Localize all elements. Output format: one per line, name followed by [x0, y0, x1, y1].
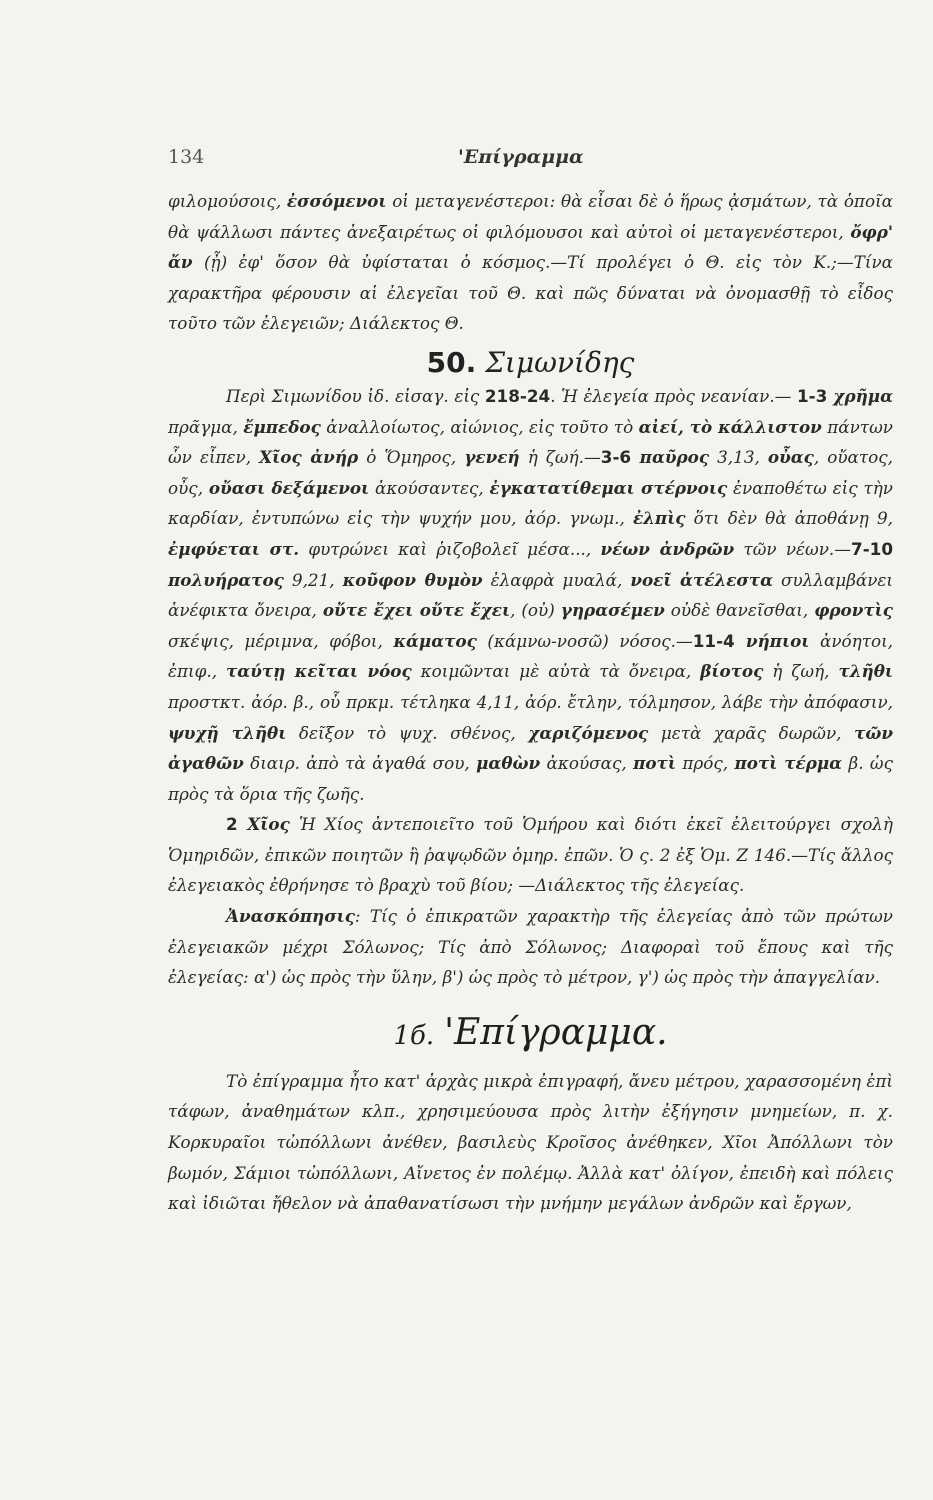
bold-term: ἐλπὶς	[632, 508, 686, 529]
section-name: Σιμωνίδης	[485, 345, 635, 379]
text: , οὔατος, οὖς,	[168, 447, 894, 498]
bold-term: οὔασι δεξάμενοι	[208, 477, 370, 498]
text: , (οὐ)	[510, 600, 561, 621]
chapter-number: 1б.	[393, 1020, 435, 1051]
text: ἀνόητοι, ἐπιφ.,	[168, 630, 893, 682]
verse-ref: 3-6	[600, 447, 632, 468]
bold-term: ἐμφύεται στ.	[168, 538, 300, 559]
bold-term: φροντὶς	[814, 600, 893, 621]
bold-term: ἐγκατατίθεμαι στέρνοις	[489, 477, 728, 498]
section-number: 50.	[426, 345, 477, 379]
bold-term: τῶν ἀγαθῶν	[168, 722, 893, 774]
text: πρᾶγμα,	[168, 416, 244, 437]
text: διαιρ. ἀπὸ τὰ ἀγαθά σου,	[243, 753, 477, 774]
verse-ref: 7-10	[851, 538, 894, 559]
text: (κάμνω-νοσῶ) νόσος.—	[476, 630, 693, 651]
bold-term: ταύτῃ κεῖται νόος	[225, 661, 412, 682]
bold-term: Χῖος	[237, 814, 290, 835]
text: ἀκούσας,	[540, 753, 634, 774]
chapter-heading	[168, 1011, 893, 1058]
bold-term: χρῆμα	[827, 385, 893, 406]
text: ἐλαφρὰ μυαλά,	[482, 569, 631, 590]
bold-term: μαθὼν	[476, 753, 541, 774]
verse-ref: 2	[226, 814, 238, 835]
running-head: 'Επίγραμμα	[458, 146, 584, 168]
text: συλλαμβάνει ἀνέφικτα ὄνειρα,	[168, 569, 894, 621]
verse-ref: 1-3	[797, 385, 828, 406]
bold-term: τλῆθι	[838, 661, 894, 682]
bold-term: οὔτε ἔχει οὔτε ἔχει	[322, 600, 511, 621]
text: φυτρώνει καὶ ῥιζοβολεῖ μέσα...,	[299, 538, 601, 559]
review-paragraph	[168, 901, 893, 993]
chapter-name: 'Επίγραμμα.	[444, 1011, 668, 1053]
page-number: 134	[168, 146, 205, 168]
verse-ref: 218-24	[484, 385, 551, 406]
text: ὅτι δὲν θὰ ἀποθάνῃ 9,	[685, 508, 893, 529]
bold-term: νήπιοι	[734, 630, 810, 651]
text: σκέψις, μέριμνα, φόβοι,	[168, 630, 394, 651]
bold-term: νοεῖ ἀτέλεστα	[630, 569, 773, 590]
text: . Ἡ ἐλεγεία πρὸς νεανίαν.—	[550, 385, 797, 406]
bold-term: οὖας	[767, 447, 814, 468]
intro-text: φιλομούσοις,	[168, 191, 287, 211]
page-header	[168, 146, 893, 174]
text: δεῖξον τὸ ψυχ. σθένος,	[286, 722, 529, 743]
text: ἀναλλοίωτος, αἰώνιος, εἰς τοῦτο τὸ	[320, 416, 639, 437]
bold-term: βίοτος	[700, 661, 764, 682]
bold-term: χαριζόμενος	[528, 722, 649, 743]
text: ἡ ζωή,	[763, 661, 839, 682]
bold-term: αἰεί, τὸ κάλλιστον	[638, 416, 822, 437]
text: πάντων ὧν εἶπεν,	[168, 416, 893, 468]
bold-term: ποτὶ τέρμα	[734, 753, 843, 774]
verse-ref: 11-4	[692, 630, 735, 651]
bold-term: παῦρος	[631, 447, 710, 468]
text: τῶν νέων.—	[734, 538, 852, 559]
bold-term: Χῖος ἀνήρ	[259, 447, 359, 468]
text: ἐναποθέτω εἰς τὴν καρδίαν, ἐντυπώνω εἰς τὴν ψυχήν μου, ἀόρ. γνωμ.,	[168, 477, 893, 529]
bold-term: κοῦφον θυμὸν	[342, 569, 483, 590]
text: κοιμῶνται μὲ αὐτὰ τὰ ὄνειρα,	[411, 661, 701, 682]
section-heading	[168, 345, 893, 381]
text: μετὰ χαρᾶς δωρῶν,	[648, 722, 855, 743]
bold-term: ψυχῇ τλῆθι	[168, 722, 287, 743]
intro-text: οἱ μεταγενέστεροι: θὰ εἶσαι δὲ ὁ ἥρως ᾀσμάτων, τὰ ὁποῖα θὰ ψάλλωσι πάντες ἀνεξαιρέτως οἱ φιλόμουσοι καὶ αὐτοὶ οἱ μεταγενέστεροι,	[168, 191, 893, 242]
bold-term: γενεή	[464, 447, 520, 468]
review-label: Ἀνασκόπησις	[226, 906, 355, 927]
bold-term: νέων ἀνδρῶν	[600, 538, 735, 559]
text: ὁ Ὅμηρος,	[358, 447, 465, 468]
chios-commentary	[168, 809, 893, 901]
text: πρός,	[675, 753, 735, 774]
epigram-paragraph: Τὸ ἐπίγραμμα ἦτο κατ' ἀρχὰς μικρὰ ἐπιγραφή, ἄνευ μέτρου, χαρασσομένη ἐπὶ τάφων, ἀναθημάτων κλπ., χρησιμεύουσα πρὸς λιτὴν ἐξήγησιν μνημείων, π. χ. Κορκυραῖοι τὠπόλλωνι ἀνέθεν, βασιλεὺς Κροῖσος ἀνέθηκεν, Χῖοι Ἀπόλλωνι τὸν βωμόν, Σάμιοι τὠπόλλωνι, Αἴνετος ἐν πολέμῳ. Ἀλλὰ κατ' ὀλίγον, ἐπειδὴ καὶ πόλεις καὶ ἰδιῶται ἤθελον νὰ ἀπαθανατίσωσι τὴν μνήμην μεγάλων ἀνδρῶν καὶ ἔργων,	[168, 1070, 893, 1214]
text: ἡ ζωή.—	[519, 447, 601, 468]
bold-term: ὄφρ' ἄν	[168, 221, 893, 273]
bold-term: κάματος	[393, 630, 477, 651]
text: β. ὡς πρὸς τὰ ὅρια τῆς ζωῆς.	[168, 753, 893, 804]
text: οὐδὲ θανεῖσθαι,	[664, 600, 815, 621]
bold-term: ποτὶ	[633, 753, 676, 774]
simonides-commentary	[168, 381, 893, 809]
text: προστκτ. ἀόρ. β., οὗ πρκμ. τέτληκα 4,11, ἀόρ. ἔτλην, τόλμησον, λάβε τὴν ἀπόφασιν,	[168, 691, 893, 712]
bold-term: πολυήρατος	[168, 569, 284, 590]
text: 3,13,	[709, 447, 768, 468]
text: : Τίς ὁ ἐπικρατῶν χαρακτὴρ τῆς ἐλεγείας ἀπὸ τῶν πρώτων ἐλεγειακῶν μέχρι Σόλωνος; Τίς ἀπὸ Σόλωνος; Διαφοραὶ τοῦ ἔπους καὶ τῆς ἐλεγείας: α') ὡς πρὸς τὴν ὕλην, β') ὡς πρὸς τὸ μέτρον, γ') ὡς πρὸς τὴν ἀπαγγελίαν.	[168, 906, 893, 988]
intro-paragraph	[168, 186, 893, 339]
bold-term: ἔμπεδος	[243, 416, 321, 437]
text: Ἡ Χίος ἀντεποιεῖτο τοῦ Ὁμήρου καὶ διότι ἐκεῖ ἐλειτούργει σχολὴ Ὁμηριδῶν, ἐπικῶν ποιητῶν ἢ ῥαψῳδῶν ὁμηρ. ἐπῶν. Ὁ ς. 2 ἐξ Ὁμ. Ζ 146.—Τίς ἄλλος ἐλεγειακὸς ἐθρήνησε τὸ βραχὺ τοῦ βίου; —Διάλεκτος τῆς ἐλεγείας.	[168, 814, 893, 896]
bold-term: ἐσσόμενοι	[286, 191, 387, 211]
text: Περὶ Σιμωνίδου ἰδ. εἰσαγ. εἰς	[226, 385, 485, 406]
intro-text: (ᾖ) ἐφ' ὅσον θὰ ὑφίσταται ὁ κόσμος.—Τί προλέγει ὁ Θ. εἰς τὸν Κ.;—Τίνα χαρακτῆρα φέρουσιν αἱ ἐλεγεῖαι τοῦ Θ. καὶ πῶς δύναται νὰ ὀνομασθῇ τὸ εἶδος τοῦτο τῶν ἐλεγειῶν; Διάλεκτος Θ.	[168, 252, 893, 334]
bold-term: γηρασέμεν	[560, 600, 665, 621]
text: 9,21,	[283, 569, 343, 590]
text: ἀκούσαντες,	[369, 477, 490, 498]
